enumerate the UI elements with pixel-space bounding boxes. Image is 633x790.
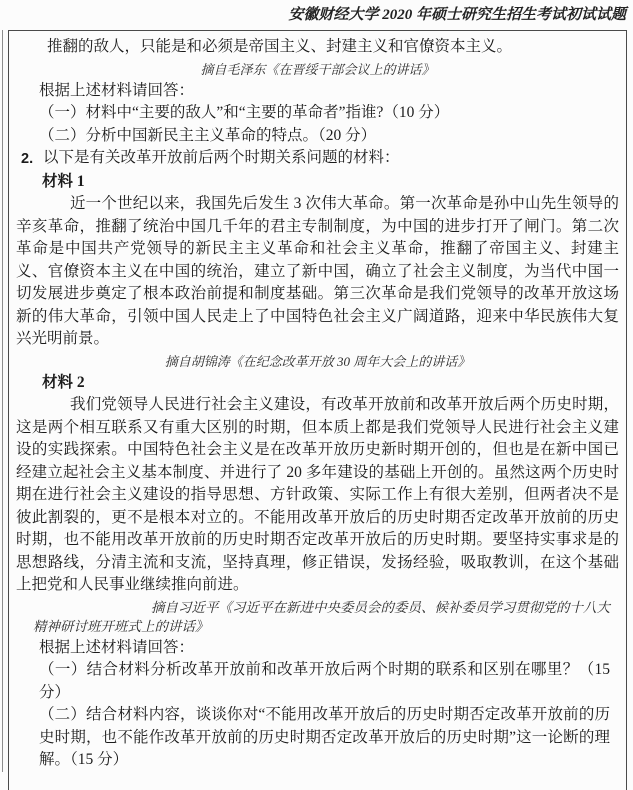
- material1-paragraph: 近一个世纪以来，我国先后发生 3 次伟大革命。第一次革命是孙中山先生领导的辛亥革命，推翻了统治中国几千年的君主专制制度，为中国的进步打开了闸门。第二次革命是中国共产党领导的新民主主义革命和社会主义革命，推翻了帝国主义、封建主义、官僚资本主义在中国的统治，建立了新中国，确立了社会主义制度，为当代中国一切发展进步奠定了根本政治前提和制度基础。第三次革命是我们党领导的改革开放这场新的伟大革命，引领中国人民走上了中国特色社会主义广阔道路，迎来中华民族伟大复兴光明前景。: [16, 195, 619, 347]
- question1-material-tail: 推翻的敌人，只能是和必须是帝国主义、封建主义和官僚资本主义。: [47, 38, 513, 55]
- material2-xi-citation: 摘自习近平《习近平在新进中央委员会的委员、候补委员学习贯彻党的十八大精神研讨班开班式上的讲话》: [33, 599, 610, 634]
- material1-hu-citation: 摘自胡锦涛《在纪念改革开放 30 周年大会上的讲话》: [164, 353, 471, 369]
- question1-sub-question-2: （二）分析中国新民主主义革命的特点。（20 分）: [39, 126, 377, 144]
- material1-label: 材料 1: [42, 172, 85, 190]
- question2-intro: 以下是有关改革开放前后两个时期关系问题的材料：: [43, 149, 400, 166]
- material2-paragraph: 我们党领导人民进行社会主义建设，有改革开放前和改革开放后两个历史时期，这是两个相互联系又有重大区别的时期，但本质上都是我们党领导人民进行社会主义建设的实践探索。中国特色社会主义是在改革开放历史新时期开创的，但也是在新中国已经建立起社会主义基本制度、并进行了 20 多年建设的基础上开创的。虽然这两个历史时期在进行社会主义建设的指导思想、方针政策、实际工作上有很大差别，但两者决不是彼此割裂的，更不是根本对立的。不能用改革开放后的历史时期否定改革开放前的历史时期，也不能用改革开放前的历史时期否定改革开放后的历史时期。要坚持实事求是的思想路线，分清主流和支流，坚持真理，修正错误，发扬经验，吸取教训，在这个基础上把党和人民事业继续推向前进。: [16, 396, 619, 593]
- question2-prompt: 根据上述材料请回答：: [39, 638, 195, 656]
- question2-heading: [21, 147, 626, 171]
- question2-sub-question-1: （一）结合材料分析改革开放前和改革开放后两个时期的联系和区别在哪里？（15 分）: [39, 661, 610, 701]
- exam-title: 安徽财经大学 2020 年硕士研究生招生考试初试试题: [288, 7, 626, 23]
- question2-number: 2.: [21, 151, 34, 167]
- material2-label: 材料 2: [42, 373, 85, 391]
- page-edge-line: [2, 30, 3, 772]
- question1-sub-question-1: （一）材料中“主要的敌人”和“主要的革命者”指谁?（10 分）: [39, 104, 450, 121]
- question1-mao-citation: 摘自毛泽东《在晋绥干部会议上的讲话》: [200, 61, 435, 77]
- exam-body-frame: [8, 30, 627, 790]
- question1-prompt: 根据上述材料请回答：: [39, 81, 195, 99]
- question2-sub-question-2: （二）结合材料内容，谈谈你对“不能用改革开放后的历史时期否定改革开放前的历史时期，也不能作改革开放前的历史时期否定改革开放后的历史时期”这一论断的理解。（15 分）: [39, 706, 610, 768]
